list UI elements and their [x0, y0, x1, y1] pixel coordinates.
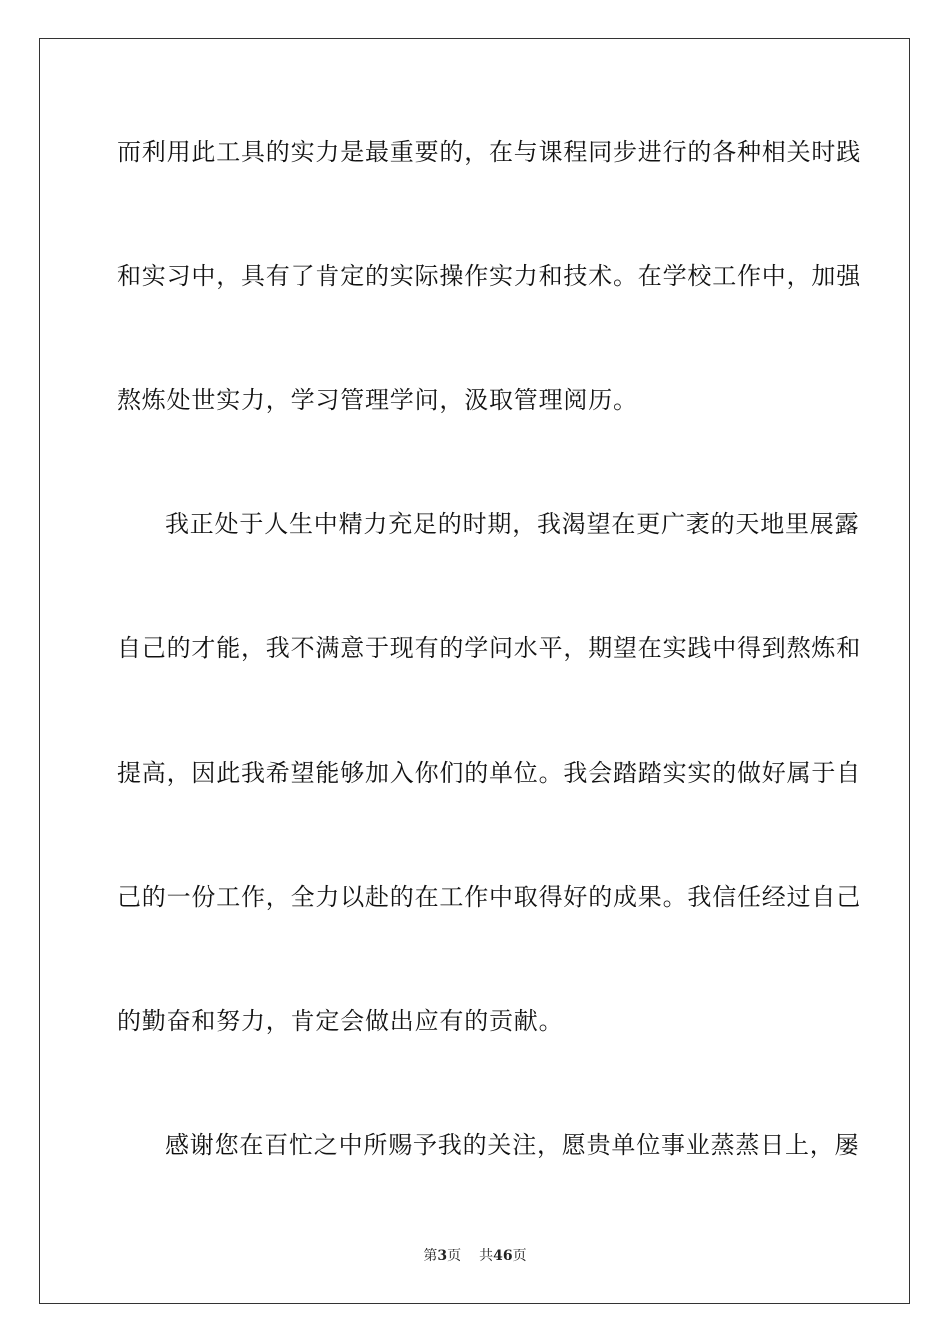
body-line-4: 我正处于人生中精力充足的时期，我渴望在更广袤的天地里展露 [165, 510, 860, 538]
body-line-9: 感谢您在百忙之中所赐予我的关注，愿贵单位事业蒸蒸日上，屡 [165, 1131, 860, 1159]
page-footer [0, 1246, 950, 1266]
body-line-1: 而利用此工具的实力是最重要的，在与课程同步进行的各种相关时践 [117, 138, 861, 166]
page-suffix: 页 [447, 1248, 462, 1264]
body-line-5: 自己的才能，我不满意于现有的学问水平，期望在实践中得到熬炼和 [117, 634, 861, 662]
body-line-6: 提高，因此我希望能够加入你们的单位。我会踏踏实实的做好属于自 [117, 759, 861, 787]
total-suffix: 页 [512, 1248, 527, 1264]
body-line-8: 的勤奋和努力，肯定会做出应有的贡献。 [117, 1007, 564, 1035]
body-line-7: 己的一份工作，全力以赴的在工作中取得好的成果。我信任经过自己 [117, 883, 861, 911]
page-border [39, 38, 910, 1304]
total-prefix: 共 [479, 1248, 494, 1264]
page-prefix: 第 [423, 1248, 438, 1264]
total-pages: 46 [493, 1248, 513, 1264]
body-line-3: 熬炼处世实力，学习管理学问，汲取管理阅历。 [117, 386, 638, 414]
body-line-2: 和实习中，具有了肯定的实际操作实力和技术。在学校工作中，加强 [117, 262, 861, 290]
page-number: 3 [437, 1248, 448, 1264]
